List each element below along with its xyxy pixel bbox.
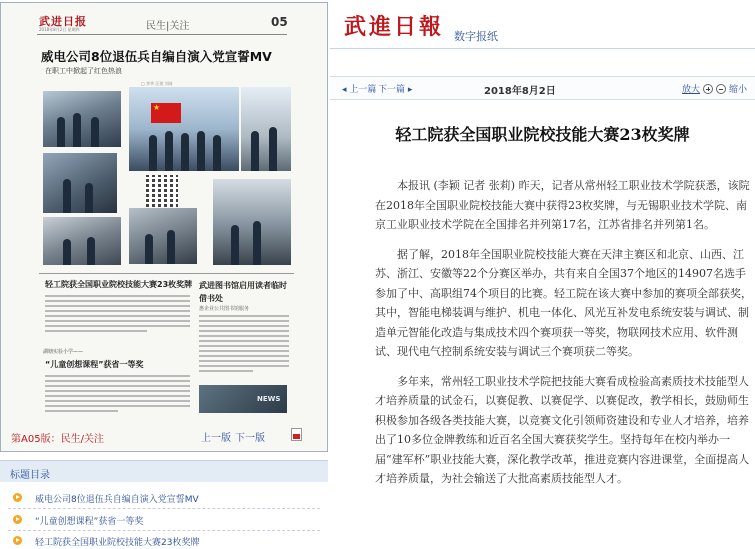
page-byline: □ 李华 汪建 刘琦 [141, 81, 173, 86]
page-section: 民生|关注 [146, 21, 190, 32]
newspaper-page-image[interactable] [0, 2, 328, 452]
page-story-kicker: 湖塘实验小学—— [43, 349, 84, 355]
title-list-item[interactable]: “儿童创想课程”获省一等奖 [0, 510, 328, 531]
page-story-headline[interactable]: 轻工院获全国职业院校技能大赛23枚奖牌 [45, 280, 193, 289]
article-paragraph: 本报讯 (李颖 记者 张莉) 昨天，记者从常州轻工职业技术学院获悉，该院在2018年全国职业院校技能大赛中获得23枚奖牌，与无锡职业技术学院、南京工业职业技术学院在全国排名并列第17名，江苏省排名并列第1名。 [375, 179, 750, 231]
page-photo [241, 87, 291, 171]
site-logo[interactable]: 武進日報 [344, 14, 445, 40]
page-story-sub: 惠企业公共图书馆服务 [199, 306, 250, 312]
title-list-item[interactable]: 轻工院获全国职业院校技能大赛23枚奖牌 [0, 531, 328, 549]
page-photo-flag [129, 87, 239, 171]
zoom-in-icon[interactable] [703, 84, 713, 94]
article-paragraph: 多年来，常州轻工职业技术学院把技能大赛看成检验高素质技术技能型人才培养质量的试金石，以赛促教、以赛促学、以赛促改，教学相长，鼓励师生积极参加各级各类技能大赛，以竞赛文化引领师资建设和专业人才培养，培养出了10多位金牌教练和近百名全国大赛获奖学生。坚持每年在校内举办一届“建军杯”职业技能大赛，深化教学改革，推进竞赛内容进课堂，全面提高人才培养质量，为社会输送了大批高素质技能型人才。 [375, 374, 750, 485]
next-page-link[interactable]: 下一版 [235, 433, 265, 444]
page-photo [43, 217, 121, 265]
flag-icon: ★ [151, 103, 181, 123]
article-title: 轻工院获全国职业院校技能大赛23枚奖牌 [395, 125, 690, 144]
page-masthead: 武进日报 [39, 15, 87, 28]
zoom-out-link[interactable]: 缩小 [729, 85, 748, 95]
zoom-in-link[interactable]: 放大 [682, 85, 701, 95]
page-story-headline[interactable]: “儿童创想课程”获省一等奖 [45, 360, 144, 369]
article-toolbar [330, 76, 755, 100]
page-photo [129, 208, 197, 264]
prev-article-link[interactable]: ◂ 上一篇 [342, 85, 377, 95]
title-list-header: 标题目录 [0, 460, 328, 482]
article-body [375, 176, 755, 499]
zoom-out-icon[interactable] [716, 84, 726, 94]
page-date: 2018年8月2日 星期四 [39, 27, 80, 32]
title-list-item[interactable]: 威电公司8位退伍兵自编自演入党宣誓MV [0, 488, 328, 509]
pdf-icon[interactable] [291, 428, 302, 441]
next-article-link[interactable]: 下一篇 ▸ [378, 85, 413, 95]
article-panel [330, 0, 755, 549]
page-photo [43, 153, 117, 213]
newspaper-page-panel [0, 0, 330, 549]
site-subtitle: 数字报纸 [454, 30, 498, 43]
page-text-block [199, 315, 289, 375]
page-headline[interactable]: 威电公司8位退伍兵自编自演入党宣誓MV [41, 49, 272, 64]
page-photo [213, 179, 291, 265]
arrow-bullet-icon [13, 493, 22, 502]
page-number: 05 [271, 15, 288, 29]
page-ad: NEWS [199, 385, 287, 413]
article-paragraph: 据了解，2018年全国职业院校技能大赛在天津主赛区和北京、山西、江苏、浙江、安徽等22个分赛区举办，共有来自全国37个地区的14907名选手参加了中、高职组74个项目的比赛。轻工院在该大赛中参加的赛项全部获奖，其中，智能电梯装调与维护、机电一体化、风光互补发电系统安装与调试、制造单元智能化改造与集成技术四个赛项获一等奖，物联网技术应用、软件测试、现代电气控制系统安装与调试三个赛项获二等奖。 [375, 247, 752, 358]
page-text-block [45, 295, 190, 335]
page-story-headline[interactable]: 武进图书馆启用读者临时借书处 [199, 281, 287, 303]
page-text-block [45, 375, 190, 415]
page-footer [1, 423, 328, 452]
prev-page-link[interactable]: 上一版 [201, 433, 231, 444]
page-subheadline: 在职工中掀起了红色热浪 [45, 67, 122, 75]
arrow-bullet-icon [13, 515, 22, 524]
page-label: 第A05版：民生/关注 [11, 434, 104, 445]
page-rule [37, 34, 287, 35]
page-photo [43, 91, 121, 147]
arrow-bullet-icon [13, 536, 22, 545]
article-date: 2018年8月2日 [484, 86, 556, 97]
